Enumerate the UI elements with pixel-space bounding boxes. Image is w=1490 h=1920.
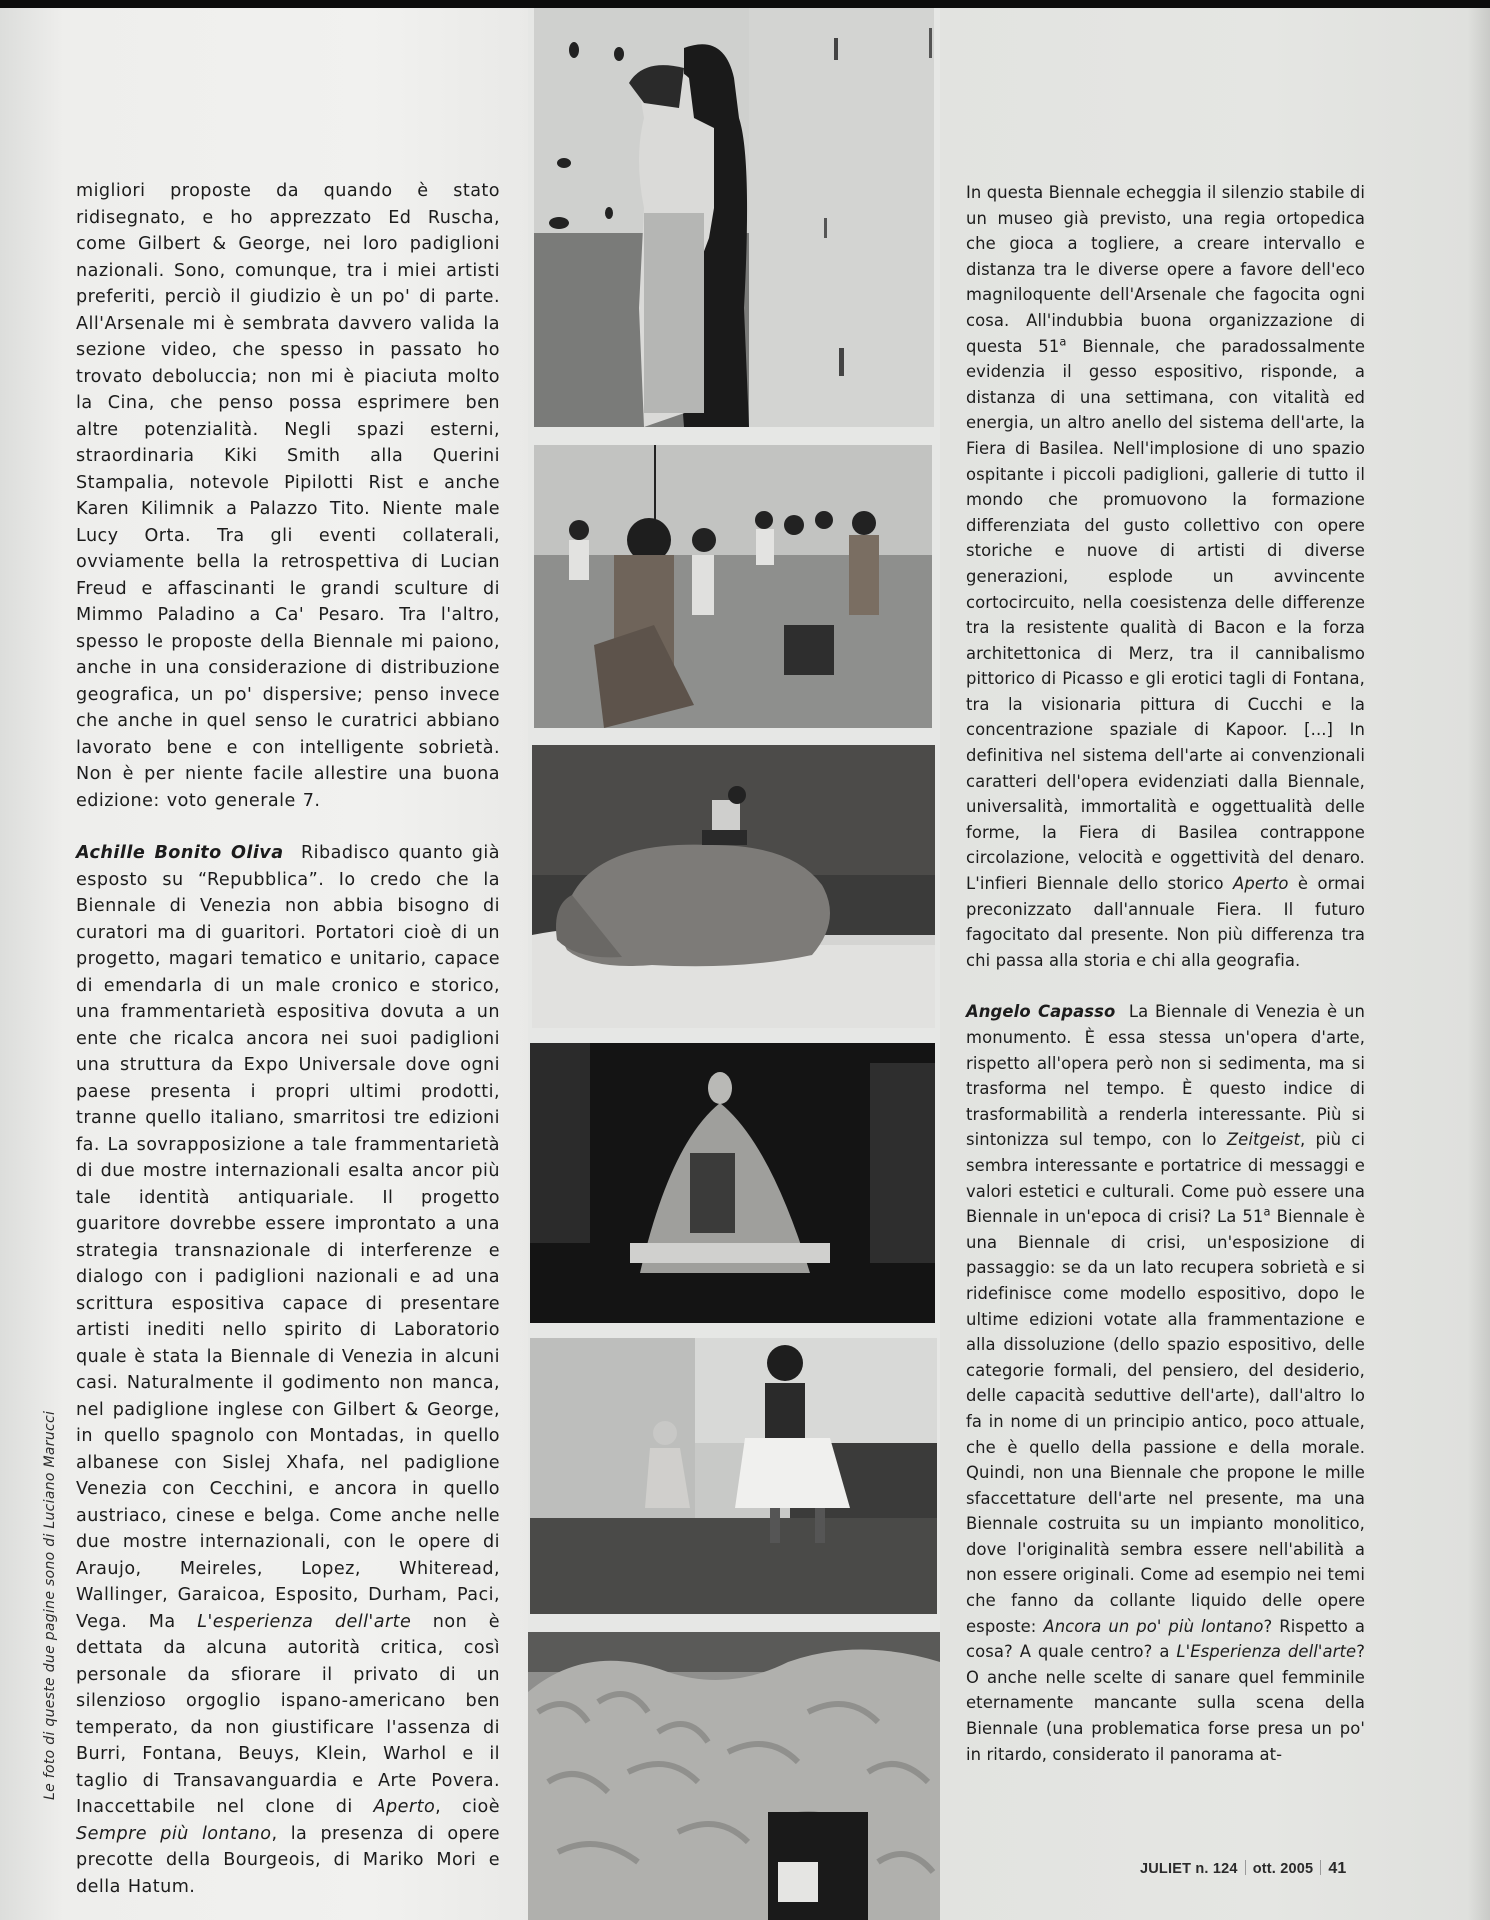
top-edge: [0, 0, 1490, 8]
photo-hippopotamus-sculpture: [532, 745, 935, 1028]
left-text-column: [76, 178, 500, 1900]
paragraph-body: , cioè: [435, 1797, 500, 1817]
paragraph-text: [966, 999, 1365, 1767]
paragraph-body: In questa Biennale echeggia il silenzio stabile di un museo già previsto, una regia ortopedica che gioca a togliere, a creare intervallo e distanza tra le diverse opere a favore dell'eco magniloquente dell'Arsenale che fagocita ogni cosa. All'indubbia buona organizzazione di questa 51: [966, 183, 1365, 356]
paragraph-text: [76, 178, 500, 814]
magazine-issue: JULIET n. 124: [1140, 1861, 1238, 1877]
exhibition-title: Sempre più lontano: [76, 1823, 272, 1844]
exhibition-title: L'esperienza dell'arte: [197, 1611, 412, 1632]
page-footer: [1140, 1860, 1347, 1878]
issue-date: ott. 2005: [1252, 1861, 1314, 1877]
exhibition-title: L'Esperienza dell'arte: [1176, 1642, 1357, 1662]
paragraph-body: non è dettata da alcuna autorità critica, così personale da sfiorare il privato di un silenzioso orgoglio ispano-americano ben temperato, da non giustificare l'assenza di Burri, Fontana, Beuys, Klein, Warhol e il taglio di Transavanguardia e Arte Povera. Inaccettabile nel clone di: [76, 1611, 501, 1817]
paragraph-body: Biennale è una Biennale di crisi, un'esposizione di passaggio: se da un lato recupera sobrietà e si ridefinisce come modello espositivo, dopo le ultime edizioni votate alla frammentazione e alla dissoluzione (dello spazio espositivo, delle categorie formali, del pensiero, del desiderio, delle capacità seduttive dell'arte), dall'altro lo fa in nome di un principio antico, poco attuale, che è quello della passione e della morale. Quindi, non una Biennale che propone le mille sfaccettature dell'arte nel presente, ma una Biennale costruita su un impianto monolitico, dove l'originalità sembra essere nell'abilità a non essere originali. Come ad esempio nei temi che fanno da collante liquido delle opere esposte:: [966, 1207, 1366, 1636]
photo-children-in-room: [530, 1338, 937, 1614]
photo-seated-figure-sculpture: [530, 1043, 935, 1323]
paragraph-text: [966, 180, 1365, 973]
author-name: Achille Bonito Oliva: [76, 843, 284, 863]
term-italic: Zeitgeist: [1226, 1130, 1301, 1150]
photo-people-at-wall: [534, 8, 934, 427]
exhibition-title: Aperto: [373, 1797, 436, 1817]
photo-strip: [528, 8, 940, 1920]
photo-kneeling-figures-installation: [534, 445, 932, 728]
photo-tubular-installation: [528, 1632, 940, 1920]
right-text-column: [966, 180, 1365, 1767]
exhibition-title: Ancora un po' più lontano: [1043, 1616, 1264, 1636]
paragraph-body: ? O anche nelle scelte di sanare quel femminile eternamente mancante sulla scena della Biennale (una problematica forse presa un po' in ritardo, considerato il panorama at-: [966, 1642, 1365, 1764]
ordinal-superscript: a: [1059, 334, 1067, 349]
paragraph-body: ? Rispetto a cosa? A quale centro? a: [966, 1616, 1366, 1662]
paragraph-body: migliori proposte da quando è stato ridisegnato, e ho apprezzato Ed Ruscha, come Gilbert & George, nei loro padiglioni nazionali. Sono, comunque, tra i miei artisti preferiti, perciò il giudizio è un po' di parte. All'Arsenale mi è sembrata davvero valida la sezione video, che spesso in passato ho trovato deboluccia; non mi è piaciuta molto la Cina, che penso possa esprimere ben altre potenzialità. Negli spazi esterni, straordinaria Kiki Smith alla Querini Stampalia, notevole Pipilotti Rist e anche Karen Kilimnik a Palazzo Tito. Niente male Lucy Orta. Tra gli eventi collaterali, ovviamente bella la retrospettiva di Lucian Freud e affascinanti le grandi sculture di Mimmo Paladino a Ca' Pesaro. Tra l'altro, spesso le proposte della Biennale mi paiono, anche in una considerazione di distribuzione geografica, un po' dispersive; penso invece che anche in quel senso le curatrici abbiano lavorato bene e con intelligente sobrietà. Non è per niente facile allestire una buona edizione: voto generale 7.: [76, 181, 500, 811]
page-number: 41: [1328, 1860, 1347, 1877]
paragraph-body: , la presenza di opere precotte della Bourgeois, di Mariko Mori e della Hatum.: [76, 1823, 501, 1897]
exhibition-title: Aperto: [1233, 874, 1289, 894]
divider: [1245, 1860, 1246, 1875]
divider: [1320, 1860, 1321, 1875]
paragraph-body: è ormai preconizzato dall'annuale Fiera. Il futuro fagocitato dal presente. Non più differenza tra chi passa alla storia e chi alla geografia.: [966, 874, 1366, 970]
ordinal-superscript: a: [1263, 1204, 1271, 1219]
paragraph-body: La Biennale di Venezia è un monumento. È essa stessa un'opera d'arte, rispetto all'opera però non si sedimenta, ma si trasforma nel tempo. È questo indice di trasformabilità a renderla interessante. Più si sintonizza sul tempo, con lo: [966, 1002, 1365, 1150]
paragraph-body: , più ci sembra interessante e portatrice di messaggi e valori estetici e culturali. Come può essere una Biennale in un'epoca di crisi? La 51: [966, 1130, 1366, 1227]
author-name: Angelo Capasso: [966, 1002, 1116, 1022]
paragraph-body: Biennale, che paradossalmente evidenzia il gesso espositivo, risponde, a distanza di una settimana, con vitalità ed energia, un altro anello del sistema dell'arte, la Fiera di Basilea. Nell'implosione di uno spazio ospitante i piccoli padiglioni, gallerie di tutto il mondo che promuovono la formazione differenziata del gusto collettivo con opere storiche e nuove di artisti di diverse generazioni, esplode un avvincente cortocircuito, nella coesistenza delle differenze tra la resistente qualità di Bacon e la forza architettonica di Merz, tra il cannibalismo pittorico di Picasso e gli erotici tagli di Fontana, tra la visionaria pittura di Cucchi e la concentrazione spaziale di Kapoor. [...] In definitiva nel sistema dell'arte ai convenzionali caratteri dell'opera evidenziati dalla Biennale, universalità, immortalità e oggettualità delle forme, la Fiera di Basilea contrappone circolazione, velocità e oggettività del denaro. L'infieri Biennale dello storico: [966, 336, 1366, 894]
paragraph-text: [76, 840, 500, 1900]
paragraph-body: Ribadisco quanto già esposto su “Repubblica”. Io credo che la Biennale di Venezia non abbia bisogno di curatori ma di guaritori. Portatori cioè di un progetto, magari tematico e unitario, capace di emendarla di un male cronico e storico, una frammentarietà espositiva dovuta a un ente che ricalca ancora nei suoi padiglioni una struttura da Expo Universale dove ogni paese presenta i propri ultimi prodotti, tranne quello italiano, smarritosi tre edizioni fa. La sovrapposizione a tale frammentarietà di due mostre internazionali esalta ancor più tale identità antiquariale. Il progetto guaritore dovrebbe essere improntato a una strategia transnazionale di interferenze e dialogo con i padiglioni nazionali e ad una scrittura espositiva capace di presentare artisti inediti nello spirito di Laboratorio quale è stata la Biennale di Venezia in alcuni casi. Naturalmente il godimento non manca, nel padiglione inglese con Gilbert & George, in quello spagnolo con Montadas, in quello albanese con Sislej Xhafa, nel padiglione Venezia con Cecchini, e ancora in quello austriaco, cinese e belga. Come anche nelle due mostre internazionali, con le opere di Araujo, Meireles, Lopez, Whiteread, Wallinger, Garaicoa, Esposito, Durham, Paci, Vega. Ma: [76, 843, 500, 1632]
photo-credit: Le foto di queste due pagine sono di Luciano Marucci: [42, 1410, 58, 1800]
